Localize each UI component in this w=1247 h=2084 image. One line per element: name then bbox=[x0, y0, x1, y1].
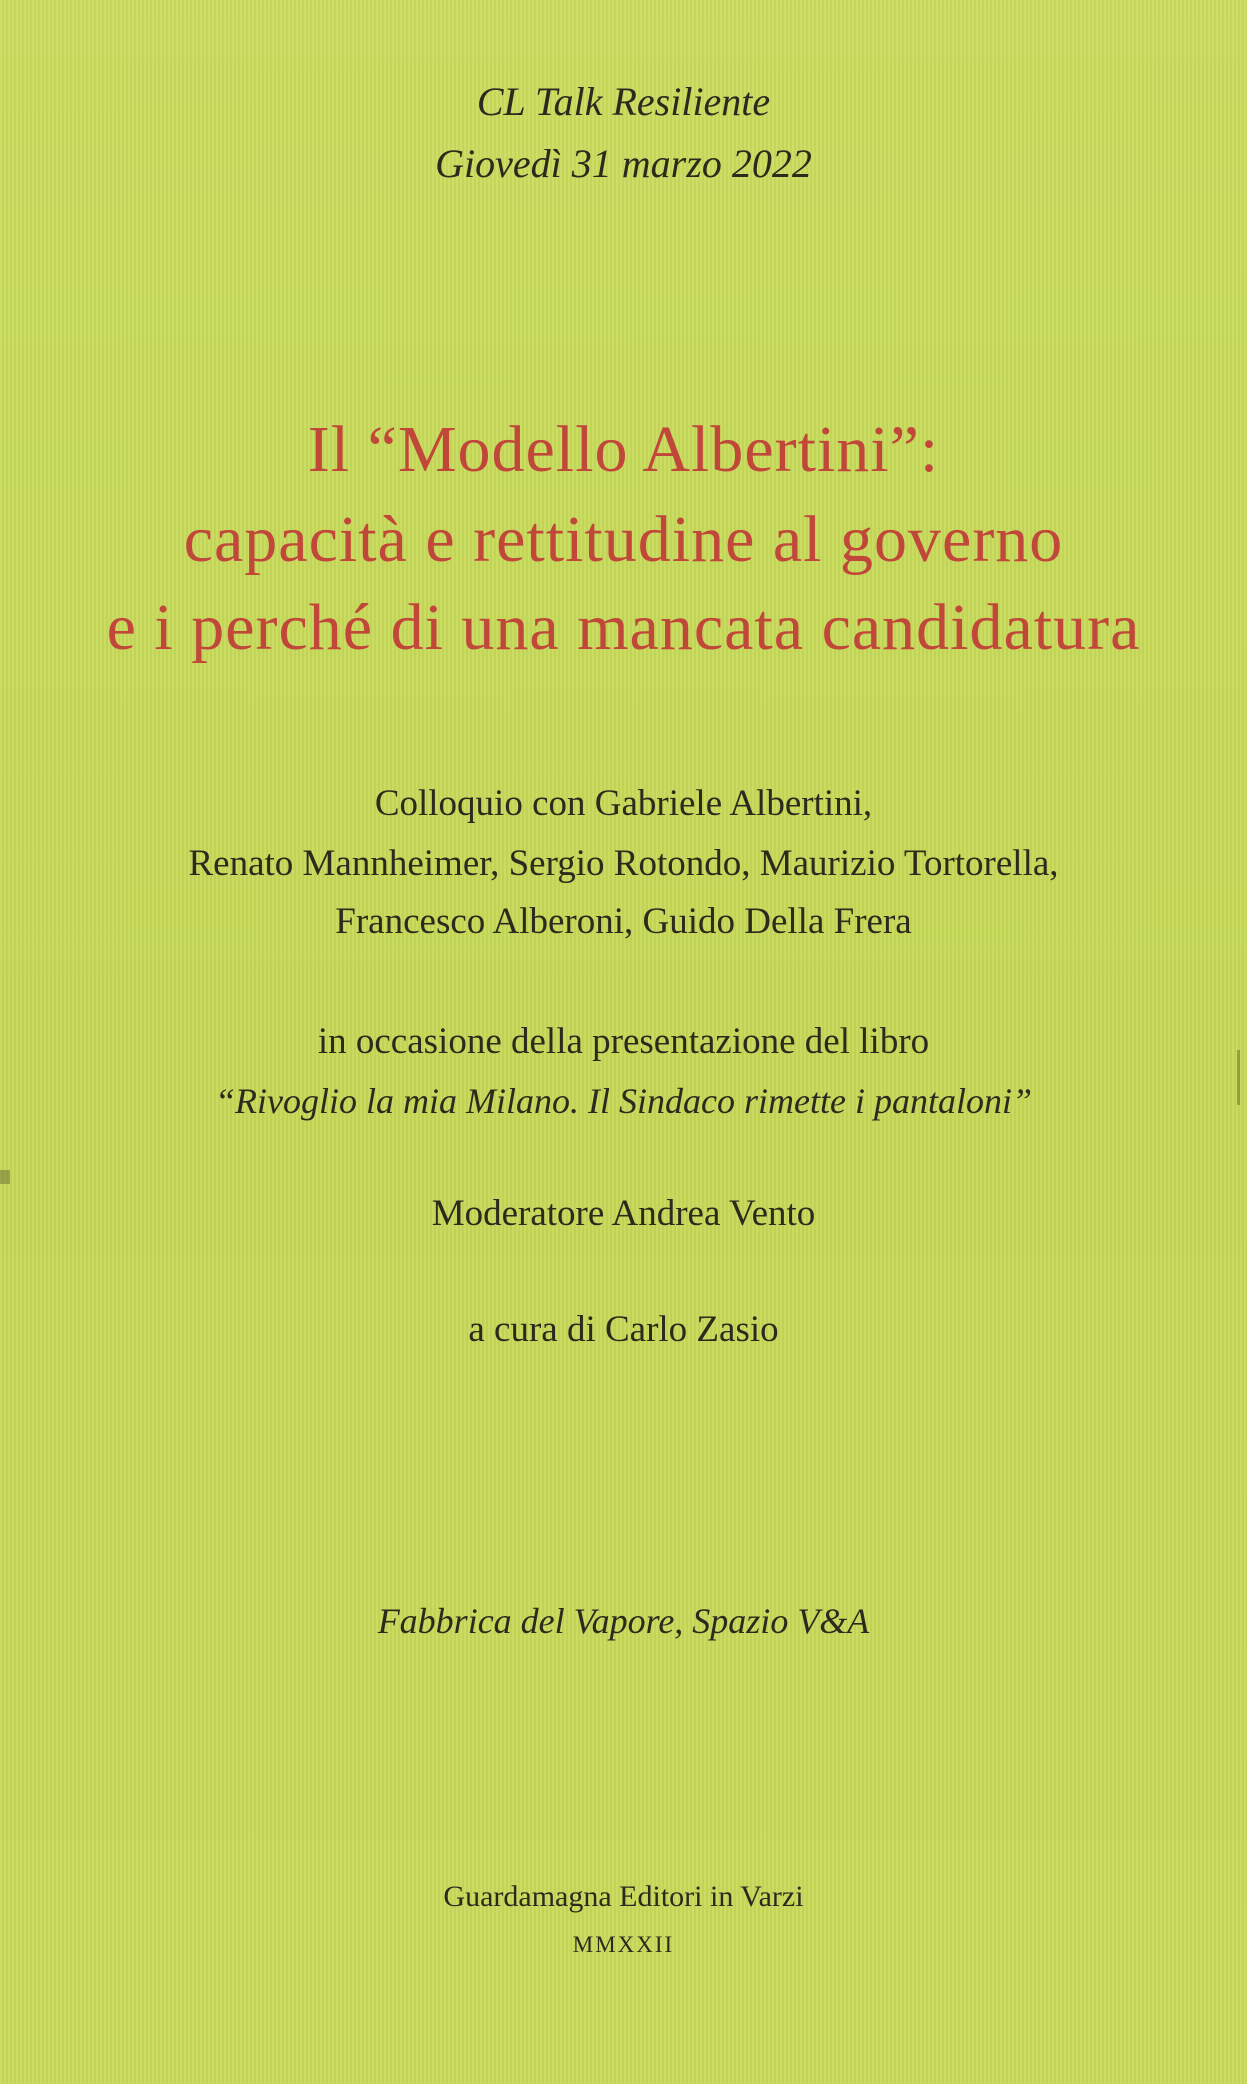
event-date: Giovedì 31 marzo 2022 bbox=[435, 141, 812, 186]
publication-year: MMXXII bbox=[572, 1932, 675, 1957]
moderator: Moderatore Andrea Vento bbox=[431, 1193, 816, 1234]
speakers-line-2: Renato Mannheimer, Sergio Rotondo, Maurizio Tortorella, bbox=[188, 843, 1059, 884]
speakers-line-1: Colloquio con Gabriele Albertini, bbox=[374, 783, 873, 824]
title-line-2: capacità e rettitudine al governo bbox=[183, 503, 1064, 576]
edge-speck-right bbox=[1237, 1050, 1240, 1105]
title-line-3: e i perché di una mancata candidatura bbox=[106, 591, 1141, 664]
title-line-1: Il “Modello Albertini”: bbox=[307, 413, 940, 486]
book-title: “Rivoglio la mia Milano. Il Sindaco rimette i pantaloni” bbox=[215, 1081, 1032, 1121]
book-intro: in occasione della presentazione del libro bbox=[317, 1021, 930, 1062]
curator: a cura di Carlo Zasio bbox=[468, 1309, 779, 1350]
venue: Fabbrica del Vapore, Spazio V&A bbox=[377, 1601, 870, 1641]
edge-speck-left bbox=[0, 1170, 10, 1184]
series-name: CL Talk Resiliente bbox=[476, 79, 771, 124]
speakers-line-3: Francesco Alberoni, Guido Della Frera bbox=[335, 901, 912, 942]
publisher-name: Guardamagna Editori in Varzi bbox=[443, 1880, 804, 1913]
